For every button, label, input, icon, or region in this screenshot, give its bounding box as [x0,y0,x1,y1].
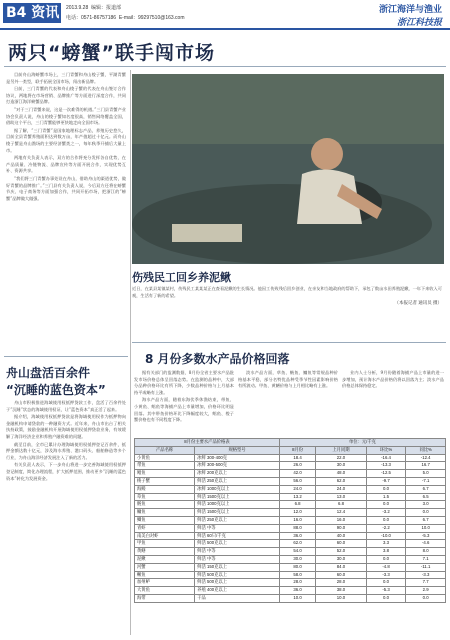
headline-divider [4,66,446,67]
table-cell: 54.0 [279,548,315,556]
table-cell: 13.0 [316,493,366,501]
side-paragraph: 有关负责人表示，下一步舟山将进一步完善海域使用权抵押登记制度，简化办理流程，扩大抵押范围，推动更多“沉睡的蓝色资本”转化为发展资金。 [6,462,126,481]
table-cell: 泥鳅 [135,555,195,563]
table-cell: -2.2 [366,524,406,532]
table-cell: 3.8 [366,548,406,556]
table-cell: 鲢鱼 [135,501,195,509]
table-cell: 62.0 [279,540,315,548]
table-cell: 6.8 [316,501,366,509]
table-cell: 36.0 [279,587,315,595]
table-row [135,563,446,571]
table-cell: 鲜活 1500克以上 [195,509,280,517]
table-cell: 干品 [195,594,280,602]
table-cell: -16.4 [366,454,406,462]
price-article-body-col2 [238,370,338,436]
table-cell: -13.3 [366,462,406,470]
table-cell: 2.9 [406,587,446,595]
table-cell: 鲜活 500克以上 [195,571,280,579]
side-article-divider [4,356,128,357]
table-cell: 60.0 [316,571,366,579]
table-cell: 5.0 [406,470,446,478]
table-cell: 3.3 [366,540,406,548]
main-paragraph: 据了解，“三门青蟹”是国家地理标志产品，养殖历史悠久，目前全县青蟹养殖面积达到数万亩，年产值超过十亿元。而舟山梭子蟹是舟山渔场的主要经济蟹类之一，每年秋季开捕后大量上市。 [6,127,126,153]
table-cell: 鲜活 60只/千克 [195,532,280,540]
table-cell: 24.0 [279,485,315,493]
table-cell: 冰鲜 300-400克 [195,454,280,462]
table-cell: 鲜活 500克以上 [195,579,280,587]
table-cell: 鲳鱼 [135,470,195,478]
main-paragraph: “我们将三门青蟹办事处设在舟山，借助舟山的渠道优势，做好青蟹的品牌推广。”三门县有关负责人说，今后双方还将在螃蟹节庆、电子商务等方面加强合作，共同开拓市场，把浙江的“螃蟹”品牌做大做强。 [6,175,126,201]
col-header: 规格型号 [195,446,280,454]
table-cell: 梭子蟹 [135,477,195,485]
table-cell: -3.2 [366,509,406,517]
table-cell: 大黄鱼 [135,587,195,595]
section-name: 浙江海洋与渔业 [378,5,442,15]
col-header: 同比% [406,446,446,454]
header-meta-line1 [66,4,121,11]
table-row [135,462,446,470]
table-cell: 52.0 [316,548,366,556]
table-cell: 6.7 [406,485,446,493]
table-cell: 40.0 [316,532,366,540]
table-cell: 7.7 [406,579,446,587]
page-label: B4 资讯 [3,3,61,23]
table-cell: 鲜活 250克以上 [195,477,280,485]
table-cell: 16.0 [316,516,366,524]
price-table [134,438,446,603]
header-rule [0,28,450,30]
table-cell: 84.0 [316,563,366,571]
main-paragraph: 日前，三门青蟹的代表和舟山梭子蟹的代表在舟山签订合作协议，两地将在市场营销、品牌推广等方面进行深度合作，共同打造浙江海洋螃蟹品牌。 [6,86,126,105]
main-paragraph: 目前舟山海螃蟹市场上，三门青蟹和舟山梭子蟹，平湖青蟹是另外一类型，联手拓展全国市场，闯出新品牌。 [6,72,126,84]
table-cell: 鲜活 250克以上 [195,516,280,524]
page-header [0,0,450,30]
table-row [135,509,446,517]
table-cell: 10.0 [279,594,315,602]
table-cell: -10.0 [366,532,406,540]
table-cell: 28.0 [279,579,315,587]
table-cell: 加州鲈 [135,579,195,587]
main-headline: 两只“螃蟹”联手闯市场 [8,42,215,64]
paper-name: 浙江科技报 [396,18,442,28]
column-divider [130,70,131,635]
table-cell: 56.0 [279,477,315,485]
table-cell: 冰鲜 300-500克 [195,462,280,470]
price-article-body-col3 [342,370,444,436]
table-cell: 鲜活 中等 [195,555,280,563]
table-row [135,454,446,462]
table-cell: 60.0 [316,540,366,548]
table-cell: -5.3 [406,532,446,540]
table-cell: 10.0 [316,594,366,602]
table-cell: -4.8 [366,563,406,571]
table-cell: 22.0 [316,454,366,462]
table-cell: 90.0 [316,524,366,532]
table-cell: 0.0 [406,509,446,517]
table-cell: 鳜鱼 [135,571,195,579]
table-row [135,555,446,563]
price-paragraph: 淡水产品方面，草鱼、鲢鱼、鳙鱼等常规品种价格基本平稳，部分名特优品种受季节性因素影响价格有所波动。甲鱼、黄鳝价格与上月相比略有上涨。 [238,370,338,389]
table-cell: 0.0 [366,516,406,524]
price-article-divider [132,342,446,343]
photo-illustration [132,74,444,264]
side-article-body [6,400,126,636]
col-header: 环比% [366,446,406,454]
price-article-headline: 8 月份多数水产品价格回落 [145,352,290,366]
table-cell: 鲜活 500克以上 [195,540,280,548]
table-row [135,501,446,509]
table-cell: 0.0 [366,501,406,509]
header-email: E-mail：99297510@163.com [118,15,185,21]
table-cell: 80.0 [279,563,315,571]
header-date: 2013.9.28 [66,5,89,11]
table-cell: 0.0 [366,579,406,587]
table-cell: 16.7 [406,462,446,470]
table-cell: 养殖 400克以上 [195,587,280,595]
table-cell: 7.1 [406,555,446,563]
table-row [135,516,446,524]
table-cell: 3.0 [406,501,446,509]
news-photo [132,74,444,264]
table-cell: 冰鲜 200克以上 [195,470,280,478]
table-cell: 小黄鱼 [135,454,195,462]
table-cell: -7.1 [406,477,446,485]
price-article-body-col1 [134,370,234,436]
table-cell: 10.0 [406,524,446,532]
table-cell: 24.0 [316,485,366,493]
photo-description: 近日，在某县某镇某村，伤残民工某某某正在查看泥鳅的生长情况。他因工伤致残后回乡创业，在亲友和当地政府的帮助下，承包了数亩水田养殖泥鳅，一年下来收入可观，生活有了新的希望。 [132,286,442,298]
table-row [135,477,446,485]
table-cell: 海带 [135,594,195,602]
side-article-title-line2: “沉睡的蓝色资本” [6,383,106,397]
col-header: 8月份 [279,446,315,454]
table-cell: 青虾 [135,524,195,532]
table-cell: 鲜活 中等 [195,524,280,532]
price-paragraph: 业内人士分析，9月份随着海捕产品上市量的进一步增加，预计海水产品价格仍将以回落为主；淡水产品价格总体保持稳定。 [342,370,444,389]
header-meta-line2 [66,14,185,21]
table-cell: 36.0 [279,532,315,540]
table-cell: 鲜活 1500克以上 [195,493,280,501]
table-cell: 58.0 [279,571,315,579]
table-row [135,524,446,532]
table-cell: 16.0 [279,516,315,524]
price-paragraph: 海水产品方面，随着东海伏季休渔结束，带鱼、小黄鱼、鲳鱼等海捕产品上市量增加，价格环比明显回落。其中带鱼价格环比下降幅度较大，鲳鱼、梭子蟹价格也有不同程度下降。 [134,397,234,423]
table-cell: 18.4 [279,454,315,462]
table-cell: 草鱼 [135,493,195,501]
table-cell: 甲鱼 [135,540,195,548]
table-row [135,532,446,540]
table-cell: -12.5 [366,470,406,478]
side-article-title-line1: 舟山盘活百余件 [6,366,91,380]
main-paragraph: “对于三门青蟹来说，这是一次难得的机遇。”三门县青蟹产业协会负责人说，舟山的梭子蟹知名度很高，销售网络覆盖全国，借助这个平台，三门青蟹能够更快地走向全国市场。 [6,106,126,126]
table-cell: 河蟹 [135,563,195,571]
side-paragraph: 舟山市积极推进海域使用权抵押贷款工作，盘活了百余件处于“沉睡”状态的海域使用权证，让“蓝色资本”真正活了起来。 [6,400,126,412]
col-header: 产品名称 [135,446,195,454]
main-article-body [6,72,126,350]
table-cell: 鳙鱼 [135,509,195,517]
table-cell: 30.0 [279,555,315,563]
photo-credit: （本报记者 通讯员 摄） [394,300,442,305]
table-cell: 黄鳝 [135,548,195,556]
photo-caption: 伤残民工回乡养泥鳅 [132,271,231,284]
table-header-row [135,446,446,454]
table-cell: 南美白对虾 [135,532,195,540]
table-row [135,548,446,556]
table-title: 8月份主要水产品价格表 [135,439,280,447]
header-editor: 编辑：报道部 [91,5,122,11]
table-cell: 26.0 [279,462,315,470]
table-cell: 鲜活 150克以上 [195,563,280,571]
table-row [135,485,446,493]
table-cell: -3.3 [406,571,446,579]
table-unit: 单位：元/千克 [279,439,445,447]
table-cell: 冰鲜 1000克以上 [195,485,280,493]
table-cell: 62.0 [316,477,366,485]
side-paragraph: 据介绍，海域使用权抵押贷款是将海域使用权作为抵押物向金融机构申请贷款的一种融资方式。近年来，舟山市出台了相关扶持政策，鼓励金融机构开展海域使用权抵押贷款业务，有效缓解了海洋经济企业和养殖户融资难的问题。 [6,414,126,439]
table-cell: 0.0 [366,555,406,563]
table-cell: 海鳗 [135,485,195,493]
table-row [135,540,446,548]
table-cell: 38.0 [316,587,366,595]
table-cell: 48.0 [316,470,366,478]
table-cell: 6.8 [279,501,315,509]
table-cell: 带鱼 [135,462,195,470]
table-cell: 鲫鱼 [135,516,195,524]
table-cell: 6.7 [406,516,446,524]
table-cell: -9.7 [366,477,406,485]
header-phone: 电话：0571-86757186 [66,15,117,21]
table-cell: -11.1 [406,563,446,571]
table-cell: 鲜活 中等 [195,548,280,556]
table-cell: 0.0 [366,485,406,493]
table-cell: 0.0 [366,594,406,602]
price-paragraph: 据有关部门的监测数据，8月份全省主要水产品批发市场价格总体呈回落态势。在监测的品种中，大部分品种价格环比有所下降，少数品种价格与上月基本持平或略有上涨。 [134,370,234,395]
table-cell: 0.0 [406,594,446,602]
main-paragraph: 两地有关负责人表示，双方的合作将充分发挥各自优势，在产品质量、冷链物流、品牌宣传等方面开展合作，实现优势互补、资源共享。 [6,155,126,174]
table-cell: 88.0 [279,524,315,532]
table-row [135,493,446,501]
table-cell: 30.0 [316,462,366,470]
side-paragraph: 截至目前，全市已累计办理海域使用权抵押登记百余件，抵押金额达数十亿元，涉及海水养殖、港口码头、船舶修造等多个行业，为舟山海洋经济发展注入了新的活力。 [6,441,126,460]
table-cell: 12.0 [279,509,315,517]
table-cell: 28.0 [316,579,366,587]
table-cell: 1.5 [366,493,406,501]
price-table-body [135,454,446,602]
table-cell: 13.2 [279,493,315,501]
col-header: 上月同期 [316,446,366,454]
table-cell: -4.6 [406,540,446,548]
table-cell: -5.3 [366,587,406,595]
table-row [135,571,446,579]
table-cell: 42.0 [279,470,315,478]
table-cell: 12.4 [316,509,366,517]
table-cell: 30.0 [316,555,366,563]
table-row [135,587,446,595]
table-title-row [135,439,446,447]
table-row [135,579,446,587]
table-row [135,470,446,478]
table-cell: 8.0 [406,548,446,556]
table-cell: 6.5 [406,493,446,501]
table-cell: 鲜活 1000克以上 [195,501,280,509]
table-cell: -3.3 [366,571,406,579]
table-row [135,594,446,602]
table-cell: -12.4 [406,454,446,462]
